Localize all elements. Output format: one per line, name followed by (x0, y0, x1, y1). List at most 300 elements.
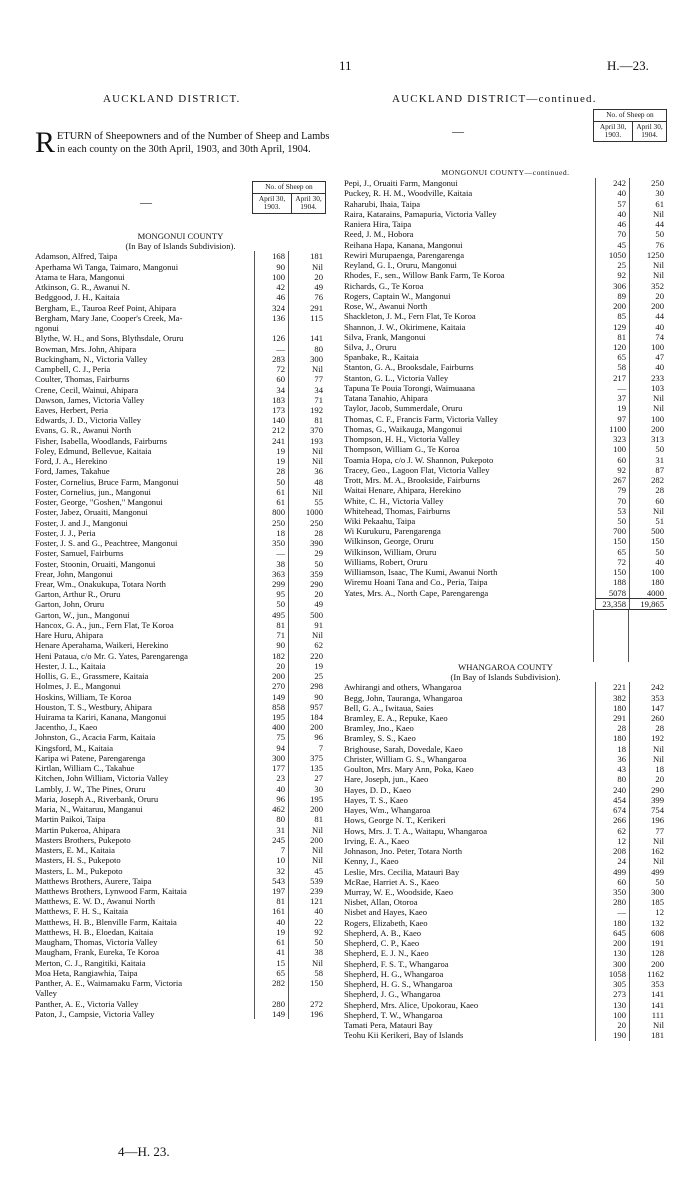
table-row (344, 979, 667, 989)
total-1904: 19,865 (629, 598, 667, 610)
table-row (35, 917, 326, 927)
sheep-1904: 282 (629, 475, 667, 485)
sheep-1903: 858 (254, 702, 288, 712)
owner-name: Henare Aperahama, Waikeri, Herekino (35, 640, 169, 651)
sheep-1903: 1050 (595, 250, 629, 260)
table-row (35, 579, 326, 589)
sheep-1903: 180 (595, 918, 629, 928)
sheep-1904: 47 (629, 352, 667, 362)
sheep-1904: 28 (629, 485, 667, 495)
county-heading-mongonui: MONGONUI COUNTY (137, 231, 224, 241)
sheep-1903: 495 (254, 610, 288, 620)
sheep-1903: 149 (254, 692, 288, 702)
sheep-1904: 147 (629, 703, 667, 713)
table-row (35, 507, 326, 517)
sheep-1904: 40 (629, 557, 667, 567)
sheep-1903: 72 (254, 364, 288, 374)
sheep-1903: 350 (254, 538, 288, 548)
sheep-1903: 61 (254, 487, 288, 497)
table-row (344, 547, 667, 557)
table-row (35, 958, 326, 968)
sheep-1904: 200 (288, 835, 326, 845)
sheep-1904: 135 (288, 763, 326, 773)
table-row (344, 475, 667, 485)
owner-name: Reyland, G. I., Oruru, Mangonui (344, 260, 457, 271)
owner-name: Shepherd, T. W., Whangaroa (344, 1009, 443, 1020)
owner-name: Tapuna Te Pouia Torongi, Waimuaana (344, 382, 475, 393)
owner-name: Johnason, Jno. Peter, Totara North (344, 846, 462, 857)
owner-name: Garton, John, Oruru (35, 599, 105, 610)
owner-name: Aperhama Wi Tanga, Taimaro, Mangonui (35, 261, 179, 272)
sheep-1903: 1100 (595, 424, 629, 434)
sheep-1903: 19 (254, 446, 288, 456)
owner-name: Panther, A. E., Waimamaku Farm, Victoria (35, 978, 183, 989)
owner-name: Thompson, William G., Te Koroa (344, 444, 460, 455)
table-row (35, 1009, 326, 1019)
sheep-1904: Nil (629, 744, 667, 754)
table-row (344, 240, 667, 250)
sheep-1903: 700 (595, 526, 629, 536)
sheep-1903: 200 (595, 301, 629, 311)
owner-name: Hare Huru, Ahipara (35, 630, 104, 641)
sheep-1903: 149 (254, 1009, 288, 1019)
table-row (344, 322, 667, 332)
owner-name: Houston, T. S., Westbury, Ahipara (35, 701, 152, 712)
table-row (344, 465, 667, 475)
owner-name: Irving, E. A., Kaeo (344, 835, 410, 846)
sheep-1903: 19 (254, 456, 288, 466)
sheep-1904: Nil (629, 403, 667, 413)
sheep-1903: 177 (254, 763, 288, 773)
intro-text: ETURN of Sheepowners and of the Number of Sheep and Lambs in each county on the 30th April, 1903, and 30th April, 1904. (57, 131, 330, 155)
sheep-1904: 50 (629, 877, 667, 887)
owner-name: Evans, G. R., Awanui North (35, 425, 132, 436)
table-row (35, 640, 326, 650)
sheep-1904: 44 (629, 219, 667, 229)
owner-name: Thomas, G., Waikauga, Mangonui (344, 423, 463, 434)
table-row (344, 434, 667, 444)
sheep-1904: 20 (288, 589, 326, 599)
sheep-1903: 282 (254, 978, 288, 988)
owner-name: Matthews, H. B., Blenville Farm, Kaitaia (35, 916, 177, 927)
left-header-col1: April 30, 1903. (253, 193, 292, 213)
owner-name: Shepherd, J. G., Whangaroa (344, 989, 441, 1000)
sheep-1903: 65 (254, 968, 288, 978)
sheep-1903: 462 (254, 804, 288, 814)
sheep-1903: 182 (254, 651, 288, 661)
owner-name: Bowman, Mrs. John, Ahipara (35, 343, 137, 354)
table-row (344, 270, 667, 280)
sheep-1904 (288, 988, 326, 998)
owner-name: Foster, J. J., Peria (35, 527, 96, 538)
sheep-1904: 12 (629, 907, 667, 917)
sheep-1904: 45 (288, 866, 326, 876)
sheep-1904: 28 (288, 528, 326, 538)
sheep-1904: 103 (629, 383, 667, 393)
sheep-1903: 221 (595, 682, 629, 692)
table-row (344, 682, 667, 692)
sheep-1903: 208 (595, 846, 629, 856)
sheep-1903: 18 (595, 744, 629, 754)
owner-name: Hows, Mrs. J. T. A., Waitapu, Whangaroa (344, 825, 488, 836)
sheep-1904: 290 (629, 785, 667, 795)
owner-name: Masters, H. S., Pukepoto (35, 855, 121, 866)
sheep-1903: 129 (595, 322, 629, 332)
owner-name: Begg, John, Tauranga, Whangaroa (344, 692, 463, 703)
sheep-1903: 300 (254, 753, 288, 763)
sheep-1903: 240 (595, 785, 629, 795)
owner-name: ngonui (35, 323, 59, 334)
sheep-1903: 180 (595, 703, 629, 713)
sheep-1904: 96 (288, 732, 326, 742)
sheep-1904: 370 (288, 425, 326, 435)
sheep-1903: 10 (254, 855, 288, 865)
sheep-1903: 42 (254, 282, 288, 292)
owner-name: Stanton, G. L., Victoria Valley (344, 372, 449, 383)
sheep-1904: 61 (629, 199, 667, 209)
sheep-1904: 272 (288, 999, 326, 1009)
table-row (344, 383, 667, 393)
owner-name: Foster, Cornelius, jun., Mangonui (35, 486, 151, 497)
owner-name: Puckey, R. H. M., Woodville, Kaitaia (344, 188, 473, 199)
owner-name: Huirama ta Kariri, Kanana, Mangonui (35, 712, 167, 723)
owner-name: Coulter, Thomas, Fairburns (35, 374, 130, 385)
sheep-1904: 150 (288, 978, 326, 988)
intro-dropcap: R (35, 126, 56, 159)
owner-name: Teohu Kii Kerikeri, Bay of Islands (344, 1030, 464, 1041)
table-row (35, 251, 326, 261)
sheep-1904: 250 (288, 518, 326, 528)
owner-name: Pepi, J., Oruaiti Farm, Mangonui (344, 178, 458, 189)
owner-name: Hollis, G. E., Grassmere, Kaitaia (35, 671, 149, 682)
sheep-1904: Nil (288, 845, 326, 855)
left-column (35, 231, 326, 1019)
owner-name: Martin Pukeroa, Ahipara (35, 824, 121, 835)
sheep-1904: 76 (629, 240, 667, 250)
right-header-col2: April 30, 1904. (633, 121, 667, 141)
sheep-1903: 43 (595, 764, 629, 774)
sheep-1903: 400 (254, 722, 288, 732)
table-row (344, 588, 667, 598)
left-header-group: No. of Sheep on (253, 182, 326, 194)
sheep-1904: Nil (288, 630, 326, 640)
table-row (344, 362, 667, 372)
sheep-1904: 300 (629, 887, 667, 897)
sheep-1904: 313 (629, 434, 667, 444)
table-row (344, 209, 667, 219)
sheep-1904: 40 (629, 362, 667, 372)
sheep-1904: 27 (288, 773, 326, 783)
sheep-1904: 500 (629, 526, 667, 536)
sheep-1903: 28 (254, 466, 288, 476)
sheep-1903: 323 (595, 434, 629, 444)
sheep-1903: 15 (254, 958, 288, 968)
sheep-1904: Nil (629, 754, 667, 764)
table-row (35, 292, 326, 302)
owner-name: Dawson, James, Victoria Valley (35, 394, 145, 405)
owner-name: Foster, Samuel, Fairburns (35, 548, 124, 559)
sheep-1903: 90 (254, 640, 288, 650)
sheep-1903: 37 (595, 393, 629, 403)
table-row (35, 528, 326, 538)
owner-name: Foster, J. S. and G., Peachtree, Mangonui (35, 538, 178, 549)
sheep-1904: 18 (629, 764, 667, 774)
sheep-1904: 499 (629, 867, 667, 877)
sheep-1904: 115 (288, 313, 326, 323)
sheep-1904: 191 (629, 938, 667, 948)
owner-name: Brighouse, Sarah, Dovedale, Kaeo (344, 743, 463, 754)
owner-name: Waitai Henare, Ahipara, Herekino (344, 485, 461, 496)
table-row (344, 229, 667, 239)
owner-name: Edwards, J. D., Victoria Valley (35, 415, 142, 426)
left-table-header (252, 181, 326, 214)
sheep-1904: Nil (288, 262, 326, 272)
sheep-1904: 40 (288, 906, 326, 916)
table-row (35, 620, 326, 630)
table-row (35, 947, 326, 957)
table-row (344, 969, 667, 979)
table-row (35, 630, 326, 640)
sheep-1904: Nil (288, 364, 326, 374)
table-row (344, 1000, 667, 1010)
table-row (35, 712, 326, 722)
owner-name: Bedggood, J. H., Kaitaia (35, 292, 120, 303)
owner-name: Hare, Joseph, jun., Kaeo (344, 774, 429, 785)
sheep-1903: 245 (254, 835, 288, 845)
sheep-1904: 375 (288, 753, 326, 763)
owner-name: Matthews, F. H. S., Kaitaia (35, 906, 129, 917)
table-row (344, 938, 667, 948)
table-row (344, 281, 667, 291)
sheep-1904: 22 (288, 917, 326, 927)
owner-name: Wiki Pekaahu, Taipa (344, 515, 416, 526)
sheep-1903: 81 (254, 896, 288, 906)
sheep-1904: 29 (288, 548, 326, 558)
table-row (35, 303, 326, 313)
sheep-1904: 1162 (629, 969, 667, 979)
county-heading-mongonui-continued: MONGONUI COUNTY—continued. (441, 168, 570, 177)
sheep-1904: 353 (629, 979, 667, 989)
owner-name: Silva, J., Oruru (344, 341, 397, 352)
sheep-1904: 20 (288, 272, 326, 282)
sheep-1903: 81 (254, 620, 288, 630)
sheep-1903: 92 (595, 465, 629, 475)
sheep-1903: 46 (595, 219, 629, 229)
sheep-1903: 242 (595, 178, 629, 188)
sheep-1903: 270 (254, 681, 288, 691)
sheep-1904: 608 (629, 928, 667, 938)
sheep-1903: 212 (254, 425, 288, 435)
sheep-1903: 94 (254, 743, 288, 753)
owner-name: Hayes, T. S., Kaeo (344, 794, 408, 805)
table-row (344, 959, 667, 969)
owner-name: Raira, Katarains, Pamapuria, Victoria Valley (344, 208, 497, 219)
sheep-1903: 200 (595, 938, 629, 948)
table-row (35, 436, 326, 446)
table-row (344, 877, 667, 887)
sheep-1904: Nil (629, 1020, 667, 1030)
owner-name: Williamson, Isaac, The Kumi, Awanui North (344, 567, 498, 578)
table-row (344, 989, 667, 999)
table-row (35, 395, 326, 405)
sheep-1904: 162 (629, 846, 667, 856)
sheep-1904: 239 (288, 886, 326, 896)
total-row (344, 598, 667, 610)
table-row (35, 753, 326, 763)
sheep-1903: 280 (254, 999, 288, 1009)
sheep-1903: 61 (254, 937, 288, 947)
sheep-1904: 71 (288, 395, 326, 405)
table-row (35, 385, 326, 395)
sheep-1904: 19 (288, 661, 326, 671)
sheep-1904: 192 (288, 405, 326, 415)
sheep-1904: 50 (629, 229, 667, 239)
sheep-1904: 20 (629, 774, 667, 784)
sheep-1904: 250 (629, 178, 667, 188)
sheep-1903: 1058 (595, 969, 629, 979)
owner-name: Shackleton, J. M., Fern Flat, Te Koroa (344, 311, 476, 322)
sheep-1904: 260 (629, 713, 667, 723)
table-row (344, 846, 667, 856)
sheep-1903: 18 (254, 528, 288, 538)
sheep-1903: 126 (254, 333, 288, 343)
table-row (35, 927, 326, 937)
table-row (344, 856, 667, 866)
sheep-1904: 100 (629, 342, 667, 352)
sheep-1904: 141 (288, 333, 326, 343)
sheep-1903: 454 (595, 795, 629, 805)
owner-name: Jacentho, J., Kaeo (35, 722, 98, 733)
sheep-1903: 130 (595, 948, 629, 958)
sheep-1903: — (595, 907, 629, 917)
total-1903: 23,358 (595, 598, 629, 610)
owner-name: Atkinson, G. R., Awanui N. (35, 282, 130, 293)
owner-name: Shepherd, H. G., Whangaroa (344, 968, 444, 979)
sheep-1904: 128 (629, 948, 667, 958)
owner-name: Hancox, G. A., jun., Fern Flat, Te Koroa (35, 619, 174, 630)
sheep-1904: 28 (629, 723, 667, 733)
table-row (344, 403, 667, 413)
owner-name: Tamati Pera, Matauri Bay (344, 1020, 433, 1031)
sheep-1903: 24 (595, 856, 629, 866)
table-row (344, 744, 667, 754)
sheep-1903: 136 (254, 313, 288, 323)
sheep-1903: 266 (595, 815, 629, 825)
sheep-1903: 150 (595, 567, 629, 577)
owner-name: Shepherd, A. B., Kaeo (344, 927, 422, 938)
sheep-1904: 91 (288, 620, 326, 630)
owner-name: Hows, George N. T., Kerikeri (344, 815, 446, 826)
owner-name: Tracey, Geo., Lagoon Flat, Victoria Valley (344, 464, 490, 475)
table-row (35, 855, 326, 865)
sheep-1904: 4000 (629, 588, 667, 598)
sheep-1904: 181 (629, 1030, 667, 1040)
sheep-1903: 58 (595, 362, 629, 372)
owner-name: Rogers, Elizabeth, Kaeo (344, 917, 428, 928)
sheep-1904: Nil (629, 836, 667, 846)
sheep-1904: Nil (629, 209, 667, 219)
table-row (35, 999, 326, 1009)
sheep-1903: 97 (595, 414, 629, 424)
sheep-1903: 62 (595, 826, 629, 836)
sheep-1903: 324 (254, 303, 288, 313)
sheep-1903: 168 (254, 251, 288, 261)
right-column (344, 168, 667, 1041)
sheep-1904: 200 (629, 424, 667, 434)
table-row (344, 805, 667, 815)
owner-name: Foster, Jabez, Oruaiti, Mangonui (35, 507, 148, 518)
table-row (35, 784, 326, 794)
sheep-1904: 290 (288, 579, 326, 589)
sheep-1903: 130 (595, 1000, 629, 1010)
table-row (344, 826, 667, 836)
table-row (35, 456, 326, 466)
table-row (35, 548, 326, 558)
owner-name: Hester, J. L., Kaitaia (35, 660, 106, 671)
table-row (344, 795, 667, 805)
table-row (35, 825, 326, 835)
owner-name: Bergham, Mary Jane, Cooper's Creek, Ma- (35, 312, 183, 323)
sheep-1904: 81 (288, 814, 326, 824)
sheep-1903: 32 (254, 866, 288, 876)
sheep-1903: 100 (254, 272, 288, 282)
owner-name: Shepherd, F. S. T., Whangaroa (344, 958, 449, 969)
owner-name: Raharubi, Ihaia, Taipa (344, 198, 421, 209)
owner-name: Heni Pataua, c/o Mr. G. Yates, Parengarenga (35, 650, 188, 661)
table-row (344, 918, 667, 928)
owner-name: Thomas, C. F., Francis Farm, Victoria Valley (344, 413, 498, 424)
owner-name: Blythe, W. H., and Sons, Blythsdale, Oruru (35, 333, 184, 344)
sheep-1903: 41 (254, 947, 288, 957)
sheep-1904: 55 (288, 497, 326, 507)
owner-name: Maugham, Frank, Eureka, Te Koroa (35, 947, 160, 958)
table-row (35, 518, 326, 528)
owner-name: Eaves, Herbert, Peria (35, 404, 109, 415)
table-row (344, 567, 667, 577)
owner-name: McRae, Harriet A. S., Kaeo (344, 876, 439, 887)
sheep-1903: 140 (254, 415, 288, 425)
table-row (35, 364, 326, 374)
sheep-1903: 34 (254, 385, 288, 395)
owner-name: Whitehead, Thomas, Fairburns (344, 505, 451, 516)
owner-name: Wilkinson, George, Oruru (344, 536, 434, 547)
sheep-1903: 46 (254, 292, 288, 302)
sheep-1904 (288, 323, 326, 333)
table-row (35, 814, 326, 824)
table-row (35, 722, 326, 732)
sheep-1904: 1250 (629, 250, 667, 260)
sheep-1903: 95 (254, 589, 288, 599)
sheep-1903: 40 (595, 209, 629, 219)
owner-name: Foster, Cornelius, Bruce Farm, Mangonui (35, 476, 179, 487)
owner-name: Rhodes, F., sen., Willow Bank Farm, Te Koroa (344, 270, 505, 281)
table-row (35, 876, 326, 886)
sheep-1903: 38 (254, 559, 288, 569)
sheep-1903: 543 (254, 876, 288, 886)
table-row (35, 446, 326, 456)
sheep-1904: 200 (629, 959, 667, 969)
sheep-1903: 20 (595, 1020, 629, 1030)
sheep-1903: 79 (595, 485, 629, 495)
table-row (35, 978, 326, 988)
left-header-dash: — (140, 195, 152, 209)
sheep-1903: 40 (254, 917, 288, 927)
sheep-1904: 200 (288, 722, 326, 732)
sheep-1903: 188 (595, 577, 629, 587)
sheep-1904: 132 (629, 918, 667, 928)
table-row (344, 526, 667, 536)
owner-name: Maugham, Thomas, Victoria Valley (35, 937, 158, 948)
